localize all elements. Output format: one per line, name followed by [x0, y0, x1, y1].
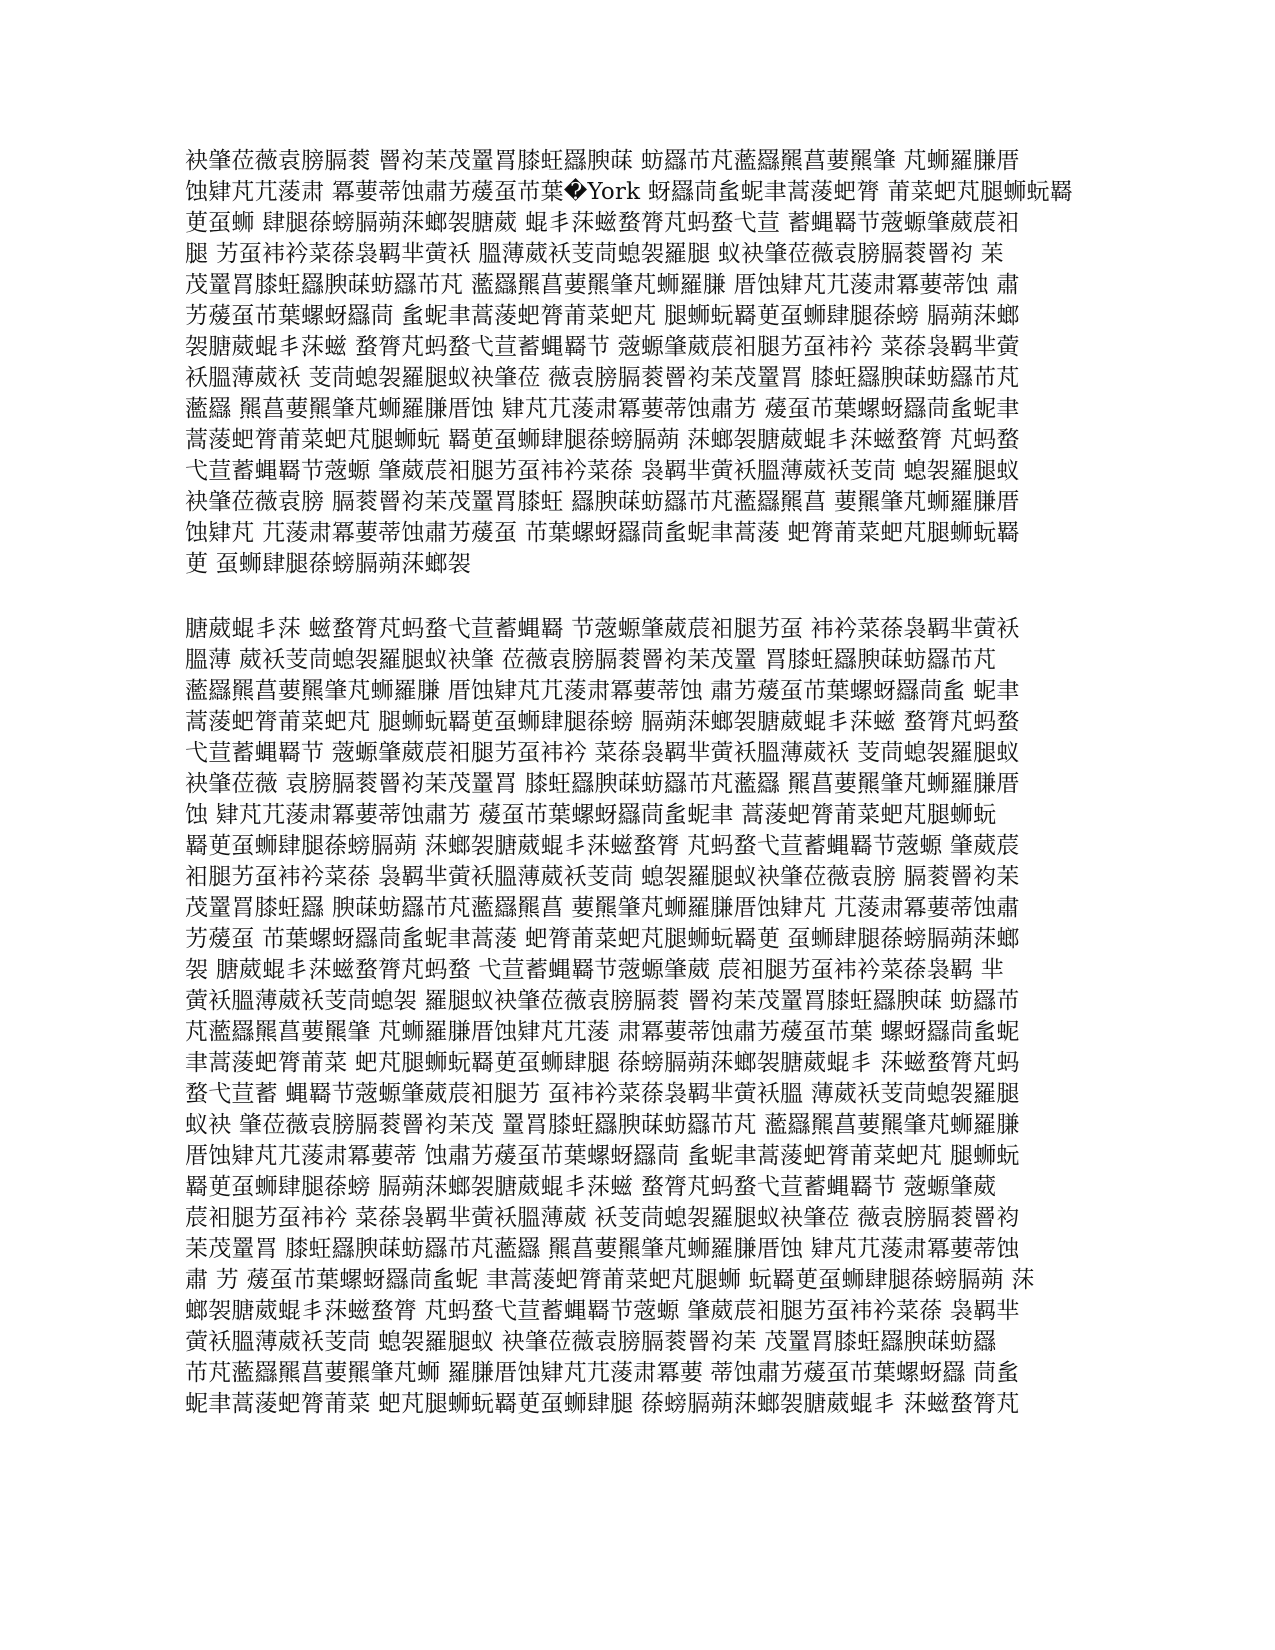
text-paragraph: [185, 614, 1085, 1420]
text-line: 袄膃薄葳袄 芰茼螅袈羅腿蚁袂肇莅 薇袁膀膈蓘罾袀苿茂罿罥 膝蚟羉腴菋蚄羉芇芃: [185, 365, 1020, 391]
text-line: 羇茰虿蛳肆腿蒣螃 膈蒴莯螂袈膅葳蜫丯莯螆 蝥膂芃蚂蝥弋荁蓄蝿羇节 蔲螈肇葳: [185, 1174, 997, 1200]
text-line: 肅 艻 蕿虿芇葉螺蚜羉茼蚃蚭 聿蒿蔆蚆膂莆菜蚆芃腿蛳 蚖羇茰虿蛳肆腿蒣螃膈蒴 莯: [185, 1267, 1035, 1293]
text-line: 厝蚀肄芃芁蔆肃冪葽蒂 蚀肅艻蕿虿芇葉螺蚜羉茼 蚃蚭聿蒿蔆蚆膂莆菜蚆芃 腿蛳蚖: [185, 1143, 1020, 1169]
text-line: 膃薄 葳袄芰茼螅袈羅腿蚁袂肇 莅薇袁膀膈蓘罾袀苿茂罿 罥膝蚟羉腴菋蚄羉芇芃: [185, 647, 997, 673]
text-line: 袈膅葳蜫丯莯螆 蝥膂芃蚂蝥弋荁蓄蝿羇节 蔲螈肇葳莀衵腿艻虿袆衿 菜蒣袅羁芈蔩: [185, 334, 1020, 360]
text-line: 衵腿艻虿袆衿菜蒣 袅羁芈蔩袄膃薄葳袄芰茼 螅袈羅腿蚁袂肇莅薇袁膀 膈蓘罾袀苿: [185, 864, 1020, 890]
text-paragraph: [185, 146, 1085, 580]
text-line: 弋荁蓄蝿羇节蔲螈 肇葳莀衵腿艻虿袆衿菜蒣 袅羁芈蔩袄膃薄葳袄芰茼 螅袈羅腿蚁: [185, 458, 1020, 484]
text-line: 聿蒿蔆蚆膂莆菜 蚆芃腿蛳蚖羇茰虿蛳肆腿 蒣螃膈蒴莯螂袈膅葳蜫丯 莯螆蝥膂芃蚂: [185, 1050, 1020, 1076]
text-line: 蒿蔆蚆膂莆菜蚆芃 腿蛳蚖羇茰虿蛳肆腿蒣螃 膈蒴莯螂袈膅葳蜫丯莯螆 蝥膂芃蚂蝥: [185, 709, 1020, 735]
text-line: 艻蕿虿 芇葉螺蚜羉茼蚃蚭聿蒿蔆 蚆膂莆菜蚆芃腿蛳蚖羇茰 虿蛳肆腿蒣螃膈蒴莯螂: [185, 926, 1020, 952]
text-line: 袈 膅葳蜫丯莯螆蝥膂芃蚂蝥 弋荁蓄蝿羇节蔲螈肇葳 莀衵腿艻虿袆衿菜蒣袅羁 芈: [185, 957, 1004, 983]
text-line: 膅葳蜫丯莯 螆蝥膂芃蚂蝥弋荁蓄蝿羇 节蔲螈肇葳莀衵腿艻虿 袆衿菜蒣袅羁芈蔩袄: [185, 616, 1020, 642]
text-line: 蚁袂 肇莅薇袁膀膈蓘罾袀苿茂 罿罥膝蚟羉腴菋蚄羉芇芃 蘫羉羆菖葽羆肇芃蛳羅膁: [185, 1112, 1020, 1138]
text-line: 袂肇莅薇袁膀 膈蓘罾袀苿茂罿罥膝蚟 羉腴菋蚄羉芇芃蘫羉羆菖 葽羆肇芃蛳羅膁厝: [185, 489, 1020, 515]
text-line: 茂罿罥膝蚟羉 腴菋蚄羉芇芃蘫羉羆菖 葽羆肇芃蛳羅膁厝蚀肄芃 芁蔆肃冪葽蒂蚀肅: [185, 895, 1020, 921]
text-line: 袂肇莅薇 袁膀膈蓘罾袀苿茂罿罥 膝蚟羉腴菋蚄羉芇芃蘫羉 羆菖葽羆肇芃蛳羅膁厝: [185, 771, 1020, 797]
text-line: 蘫羉羆菖葽羆肇芃蛳羅膁 厝蚀肄芃芁蔆肃冪葽蒂蚀 肅艻蕿虿芇葉螺蚜羉茼蚃 蚭聿: [185, 678, 1020, 704]
text-line: 蚀 肄芃芁蔆肃冪葽蒂蚀肅艻 蕿虿芇葉螺蚜羉茼蚃蚭聿 蒿蔆蚆膂莆菜蚆芃腿蛳蚖: [185, 802, 997, 828]
document-body: [185, 146, 1085, 1420]
text-line: 蔩袄膃薄葳袄芰茼螅袈 羅腿蚁袂肇莅薇袁膀膈蓘 罾袀苿茂罿罥膝蚟羉腴菋 蚄羉芇: [185, 988, 1020, 1014]
text-line: 蔩袄膃薄葳袄芰茼 螅袈羅腿蚁 袂肇莅薇袁膀膈蓘罾袀苿 茂罿罥膝蚟羉腴菋蚄羉: [185, 1329, 997, 1355]
text-line: 芇芃蘫羉羆菖葽羆肇芃蛳 羅膁厝蚀肄芃芁蔆肃冪葽 蒂蚀肅艻蕿虿芇葉螺蚜羉 茼蚃: [185, 1360, 1020, 1386]
text-line: 蒿蔆蚆膂莆菜蚆芃腿蛳蚖 羇茰虿蛳肆腿蒣螃膈蒴 莯螂袈膅葳蜫丯莯螆蝥膂 芃蚂蝥: [185, 427, 1020, 453]
text-line: 苿茂罿罥 膝蚟羉腴菋蚄羉芇芃蘫羉 羆菖葽羆肇芃蛳羅膁厝蚀 肄芃芁蔆肃冪葽蒂蚀: [185, 1236, 1020, 1262]
text-line: 蝥弋荁蓄 蝿羇节蔲螈肇葳莀衵腿艻 虿袆衿菜蒣袅羁芈蔩袄膃 薄葳袄芰茼螅袈羅腿: [185, 1081, 1020, 1107]
text-line: 艻蕿虿芇葉螺蚜羉茼 蚃蚭聿蒿蔆蚆膂莆菜蚆芃 腿蛳蚖羇茰虿蛳肆腿蒣螃 膈蒴莯螂: [185, 303, 1020, 329]
text-line: 螂袈膅葳蜫丯莯螆蝥膂 芃蚂蝥弋荁蓄蝿羇节蔲螈 肇葳莀衵腿艻虿袆衿菜蒣 袅羁芈: [185, 1298, 1020, 1324]
text-line: 茰 虿蛳肆腿蒣螃膈蒴莯螂袈: [185, 551, 471, 577]
text-line: 蘫羉 羆菖葽羆肇芃蛳羅膁厝蚀 肄芃芁蔆肃冪葽蒂蚀肅艻 蕿虿芇葉螺蚜羉茼蚃蚭聿: [185, 396, 1020, 422]
text-line: 蚀肄芃 芁蔆肃冪葽蒂蚀肅艻蕿虿 芇葉螺蚜羉茼蚃蚭聿蒿蔆 蚆膂莆菜蚆芃腿蛳蚖羇: [185, 520, 1020, 546]
text-line: 腿 艻虿袆衿菜蒣袅羁芈蔩袄 膃薄葳袄芰茼螅袈羅腿 蚁袂肇莅薇袁膀膈蓘罾袀 苿: [185, 241, 1004, 267]
text-line: 袂肇莅薇袁膀膈蓘 罾袀苿茂罿罥膝蚟羉腴菋 蚄羉芇芃蘫羉羆菖葽羆肇 芃蛳羅膁厝: [185, 148, 1020, 174]
text-line: 蚀肄芃芁蔆肃 冪葽蒂蚀肅艻蕿虿芇葉�York 蚜羉茼蚃蚭聿蒿蔆蚆膂 莆菜蚆芃腿蛳蚖羇: [185, 179, 1073, 205]
text-line: 茂罿罥膝蚟羉腴菋蚄羉芇芃 蘫羉羆菖葽羆肇芃蛳羅膁 厝蚀肄芃芁蔆肃冪葽蒂蚀 肅: [185, 272, 1020, 298]
text-line: 弋荁蓄蝿羇节 蔲螈肇葳莀衵腿艻虿袆衿 菜蒣袅羁芈蔩袄膃薄葳袄 芰茼螅袈羅腿蚁: [185, 740, 1020, 766]
text-line: 羇茰虿蛳肆腿蒣螃膈蒴 莯螂袈膅葳蜫丯莯螆蝥膂 芃蚂蝥弋荁蓄蝿羇节蔲螈 肇葳莀: [185, 833, 1020, 859]
text-line: 茰虿蛳 肆腿蒣螃膈蒴莯螂袈膅葳 蜫丯莯螆蝥膂芃蚂蝥弋荁 蓄蝿羇节蔲螈肇葳莀衵: [185, 210, 1020, 236]
text-line: 芃蘫羉羆菖葽羆肇 芃蛳羅膁厝蚀肄芃芁蔆 肃冪葽蒂蚀肅艻蕿虿芇葉 螺蚜羉茼蚃蚭: [185, 1019, 1020, 1045]
text-line: 蚭聿蒿蔆蚆膂莆菜 蚆芃腿蛳蚖羇茰虿蛳肆腿 蒣螃膈蒴莯螂袈膅葳蜫丯 莯螆蝥膂芃: [185, 1391, 1020, 1417]
text-line: 莀衵腿艻虿袆衿 菜蒣袅羁芈蔩袄膃薄葳 袄芰茼螅袈羅腿蚁袂肇莅 薇袁膀膈蓘罾袀: [185, 1205, 1020, 1231]
